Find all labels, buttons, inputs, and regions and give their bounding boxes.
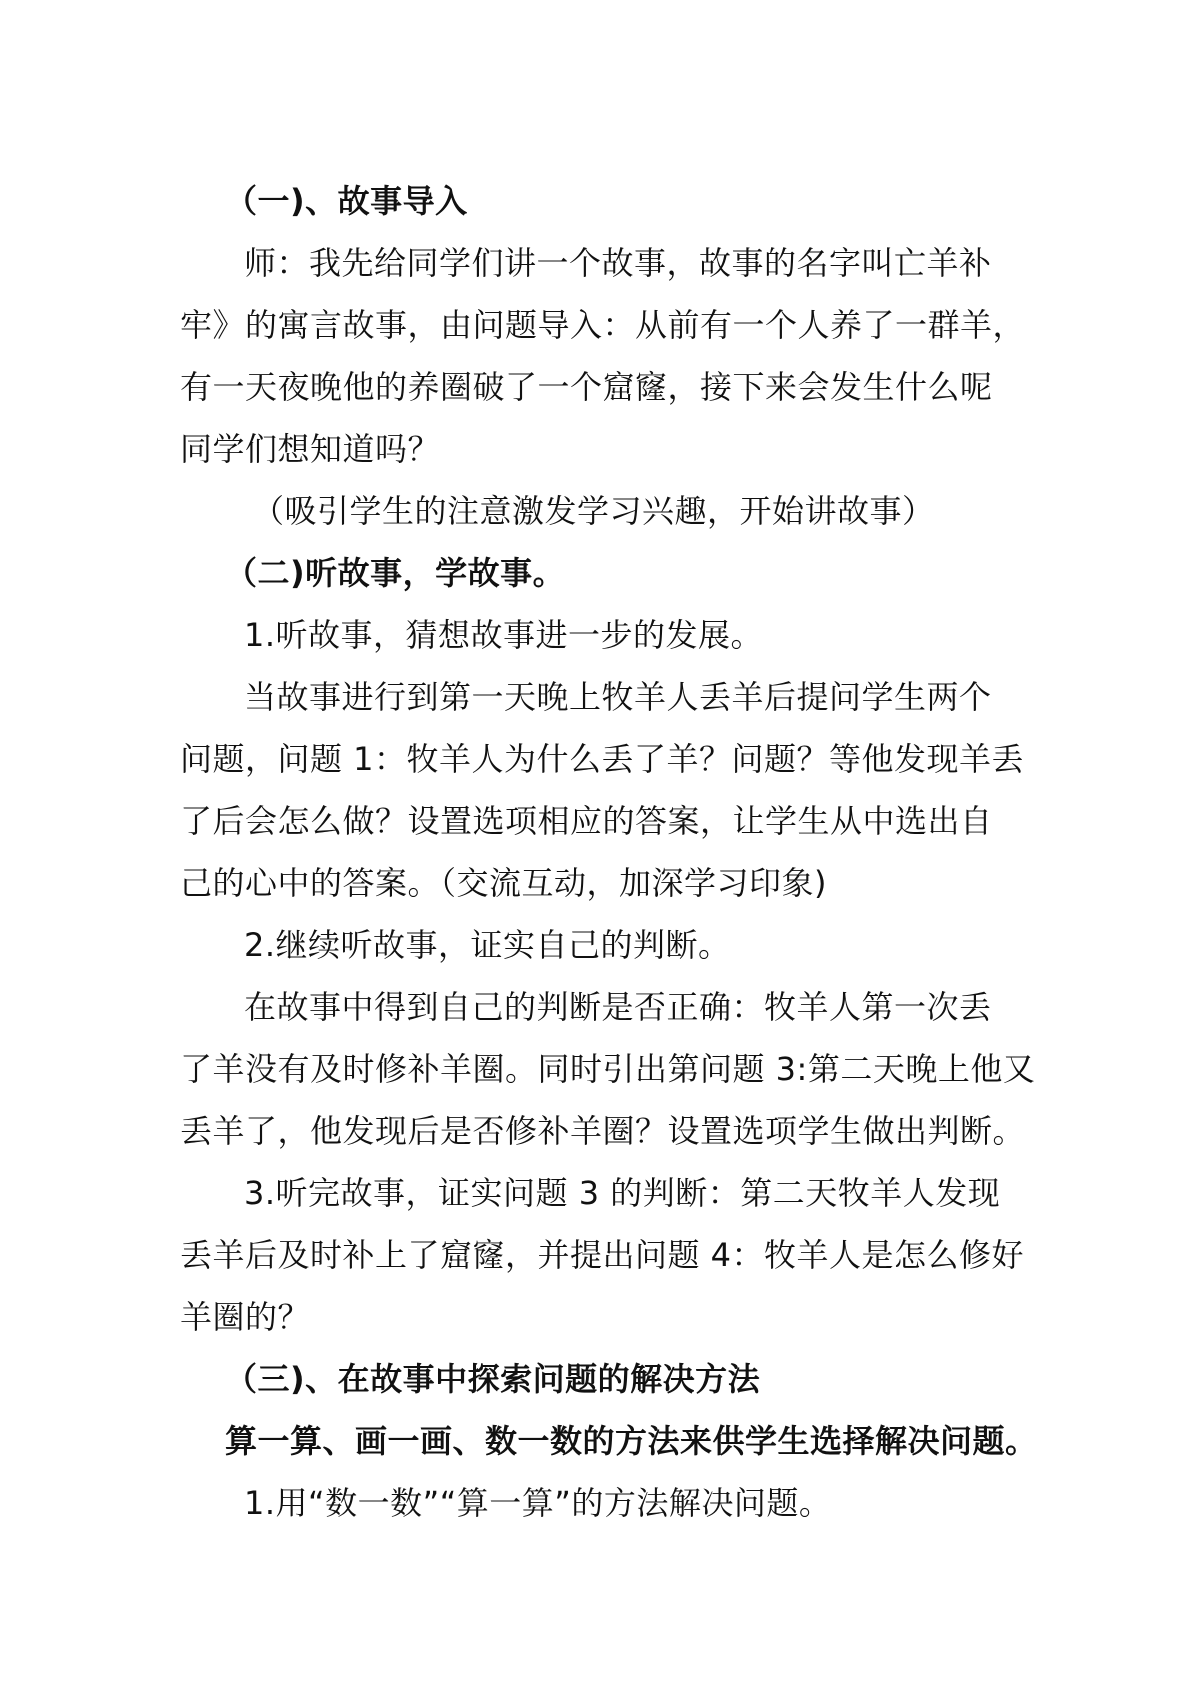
paragraph-line: 有一天夜晚他的养圈破了一个窟窿，接下来会发生什么呢 (180, 368, 993, 406)
list-item-heading: 2.继续听故事，证实自己的判断。 (244, 926, 731, 964)
paragraph-line: 了后会怎么做？设置选项相应的答案，让学生从中选出自 (180, 802, 993, 840)
list-item-heading: 3.听完故事，证实问题 3 的判断：第二天牧羊人发现 (244, 1174, 1001, 1212)
paragraph-line: 羊圈的？ (180, 1298, 311, 1336)
paragraph-line: 丢羊后及时补上了窟窿，并提出问题 4：牧羊人是怎么修好 (180, 1236, 1025, 1274)
paragraph-line: 丢羊了，他发现后是否修补羊圈？设置选项学生做出判断。 (180, 1112, 1026, 1150)
list-item-heading: 1.听故事，猜想故事进一步的发展。 (244, 616, 764, 654)
paragraph-line: （吸引学生的注意激发学习兴趣，开始讲故事） (252, 492, 935, 530)
document-page (180, 170, 1038, 1534)
paragraph-line: 同学们想知道吗？ (180, 430, 441, 468)
paragraph-line: 己的心中的答案。（交流互动，加深学习印象) (180, 864, 827, 902)
paragraph-line: 了羊没有及时修补羊圈。同时引出第问题 3:第二天晚上他又 (180, 1050, 1036, 1088)
section-heading-3: （三)、在故事中探索问题的解决方法 (225, 1360, 761, 1398)
paragraph-line: 师：我先给同学们讲一个故事，故事的名字叫亡羊补 (244, 244, 992, 282)
list-item-heading: 1.用“数一数”“算一算”的方法解决问题。 (244, 1484, 832, 1522)
paragraph-line: 问题，问题 1：牧羊人为什么丢了羊？问题？等他发现羊丢 (180, 740, 1025, 778)
paragraph-line: 当故事进行到第一天晚上牧羊人丢羊后提问学生两个 (244, 678, 992, 716)
bold-paragraph: 算一算、画一画、数一数的方法来供学生选择解决问题。 (225, 1422, 1038, 1460)
paragraph-line: 在故事中得到自己的判断是否正确：牧羊人第一次丢 (244, 988, 992, 1026)
section-heading-1: （一)、故事导入 (225, 182, 468, 220)
paragraph-line: 牢》的寓言故事，由问题导入：从前有一个人养了一群羊， (180, 306, 1026, 344)
section-heading-2: （二)听故事，学故事。 (225, 554, 566, 592)
